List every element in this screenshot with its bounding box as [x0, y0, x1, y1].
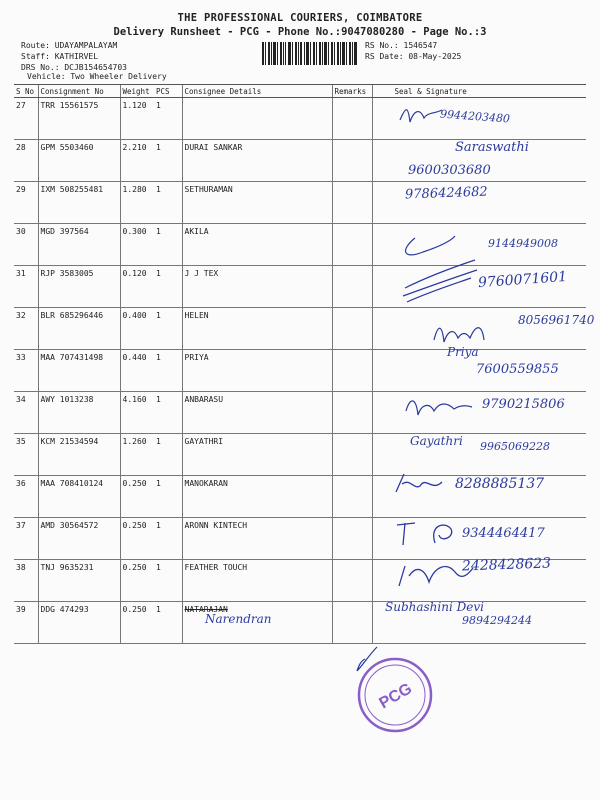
cell-remarks: [332, 308, 372, 350]
cell-sno: 33: [14, 350, 38, 392]
staff-label: Staff: KATHIRVEL: [21, 52, 99, 61]
cell-remarks: [332, 392, 372, 434]
signature-phone-28: 9600303680: [408, 163, 491, 178]
col-header-sno: S No: [14, 85, 38, 98]
cell-sno: 32: [14, 308, 38, 350]
cell-pcs: 1: [154, 308, 182, 350]
pcg-stamp: [355, 655, 435, 735]
page-title: THE PROFESSIONAL COURIERS, COIMBATORE: [177, 12, 423, 24]
cell-remarks: [332, 266, 372, 308]
cell-pcs: 1: [154, 392, 182, 434]
cell-consignment: AMD 30564572: [38, 518, 120, 560]
table-header-row: [14, 85, 586, 98]
cell-pcs: 1: [154, 560, 182, 602]
cell-weight: 0.300: [120, 224, 154, 266]
signature-name-32: Priya: [447, 345, 479, 359]
cell-sno: 31: [14, 266, 38, 308]
cell-remarks: [332, 434, 372, 476]
cell-weight: 4.160: [120, 392, 154, 434]
cell-remarks: [332, 98, 372, 140]
cell-sno: 35: [14, 434, 38, 476]
cell-consignee: SETHURAMAN: [182, 182, 332, 224]
cell-consignee: NATARAJAN: [182, 602, 332, 644]
table-row: [14, 182, 586, 224]
cell-weight: 0.120: [120, 266, 154, 308]
cell-consignment: AWY 1013238: [38, 392, 120, 434]
signature-scribble-30: [395, 230, 485, 310]
drs-label: DRS No.: DCJB154654703: [21, 63, 127, 72]
rs-no-label: RS No.: 1546547: [365, 41, 438, 50]
cell-pcs: 1: [154, 476, 182, 518]
signature-phone-29: 9786424682: [404, 184, 488, 203]
meta-right: [365, 40, 461, 62]
cell-pcs: 1: [154, 182, 182, 224]
cell-weight: 1.260: [120, 434, 154, 476]
meta-left: [21, 40, 127, 73]
cell-consignment: MGD 397564: [38, 224, 120, 266]
signature-phone-37: 9344464417: [462, 526, 545, 541]
cell-pcs: 1: [154, 350, 182, 392]
cell-weight: 0.440: [120, 350, 154, 392]
cell-sno: 39: [14, 602, 38, 644]
cell-consignee: MANOKARAN: [182, 476, 332, 518]
rs-date-label: RS Date: 08-May-2025: [365, 52, 462, 61]
cell-consignee: PRIYA: [182, 350, 332, 392]
signature-phone-38: 2428428623: [461, 555, 552, 575]
signature-scribble-37: [395, 515, 465, 551]
cell-pcs: 1: [154, 98, 182, 140]
signature-scribble-32: [432, 320, 512, 348]
signature-phone-33: 7600559855: [476, 362, 559, 377]
cell-pcs: 1: [154, 140, 182, 182]
cell-pcs: 1: [154, 518, 182, 560]
cell-pcs: 1: [154, 266, 182, 308]
signature-phone-34: 9790215806: [482, 397, 565, 412]
cell-pcs: 1: [154, 602, 182, 644]
cell-sno: 38: [14, 560, 38, 602]
cell-consignee: GAYATHRI: [182, 434, 332, 476]
cell-consignment: BLR 685296446: [38, 308, 120, 350]
cell-consignment: MAA 707431498: [38, 350, 120, 392]
signature-name-35: Gayathri: [410, 434, 463, 448]
signature-phone-39: 9894294244: [462, 614, 532, 627]
signature-name-39: Subhashini Devi: [385, 600, 484, 614]
cell-consignment: TNJ 9635231: [38, 560, 120, 602]
cell-remarks: [332, 476, 372, 518]
col-header-consignee: Consignee Details: [182, 85, 332, 98]
page-subtitle: Delivery Runsheet - PCG - Phone No.:9047080280 - Page No.:3: [113, 26, 487, 38]
cell-remarks: [332, 224, 372, 266]
cell-weight: 0.250: [120, 560, 154, 602]
cell-sno: 28: [14, 140, 38, 182]
signature-phone-36: 8288885137: [455, 476, 545, 492]
col-header-signature: Seal & Signature: [372, 85, 586, 98]
barcode: [262, 42, 357, 65]
cell-consignee: AKILA: [182, 224, 332, 266]
cell-weight: 0.250: [120, 476, 154, 518]
cell-consignment: DDG 474293: [38, 602, 120, 644]
cell-consignment: IXM 508255481: [38, 182, 120, 224]
cell-weight: 2.210: [120, 140, 154, 182]
cell-weight: 0.400: [120, 308, 154, 350]
col-header-consignment: Consignment No: [38, 85, 120, 98]
cell-remarks: [332, 518, 372, 560]
cell-consignee: [182, 98, 332, 140]
cell-consignee: J J TEX: [182, 266, 332, 308]
signature-scribble-36: [392, 470, 452, 498]
cell-sno: 30: [14, 224, 38, 266]
cell-weight: 0.250: [120, 518, 154, 560]
signature-phone-32: 8056961740: [518, 313, 595, 327]
stamp-text: PCG: [376, 680, 416, 713]
signature-name-28: Saraswathi: [455, 140, 529, 155]
cell-consignee: ANBARASU: [182, 392, 332, 434]
vehicle-label: Vehicle: Two Wheeler Delivery: [27, 72, 167, 81]
cell-remarks: [332, 602, 372, 644]
cell-pcs: 1: [154, 224, 182, 266]
cell-consignee: DURAI SANKAR: [182, 140, 332, 182]
handwritten-correction-39: Narendran: [205, 612, 272, 626]
signature-phone-27: 9944203480: [439, 107, 511, 126]
cell-sno: 37: [14, 518, 38, 560]
cell-weight: 1.120: [120, 98, 154, 140]
cell-remarks: [332, 140, 372, 182]
signature-phone-35: 9965069228: [480, 440, 550, 453]
route-label: Route: UDAYAMPALAYAM: [21, 41, 118, 50]
cell-sno: 36: [14, 476, 38, 518]
cell-consignment: RJP 3583005: [38, 266, 120, 308]
col-header-remarks: Remarks: [332, 85, 372, 98]
cell-weight: 1.280: [120, 182, 154, 224]
signature-phone-30: 9144949008: [488, 237, 558, 250]
col-header-pcs: PCS: [154, 85, 182, 98]
cell-remarks: [332, 560, 372, 602]
cell-remarks: [332, 182, 372, 224]
cell-pcs: 1: [154, 434, 182, 476]
signature-phone-31: 9760071601: [477, 268, 568, 292]
signature-scribble-34: [404, 395, 474, 419]
cell-sno: 34: [14, 392, 38, 434]
cell-consignee: HELEN: [182, 308, 332, 350]
cell-consignment: MAA 708410124: [38, 476, 120, 518]
col-header-weight: Weight: [120, 85, 154, 98]
cell-consignee: ARONN KINTECH: [182, 518, 332, 560]
cell-consignment: TRR 15561575: [38, 98, 120, 140]
cell-consignment: KCM 21534594: [38, 434, 120, 476]
cell-sno: 29: [14, 182, 38, 224]
cell-consignment: GPM 5503460: [38, 140, 120, 182]
cell-consignee: FEATHER TOUCH: [182, 560, 332, 602]
cell-sno: 27: [14, 98, 38, 140]
cell-weight: 0.250: [120, 602, 154, 644]
cell-remarks: [332, 350, 372, 392]
